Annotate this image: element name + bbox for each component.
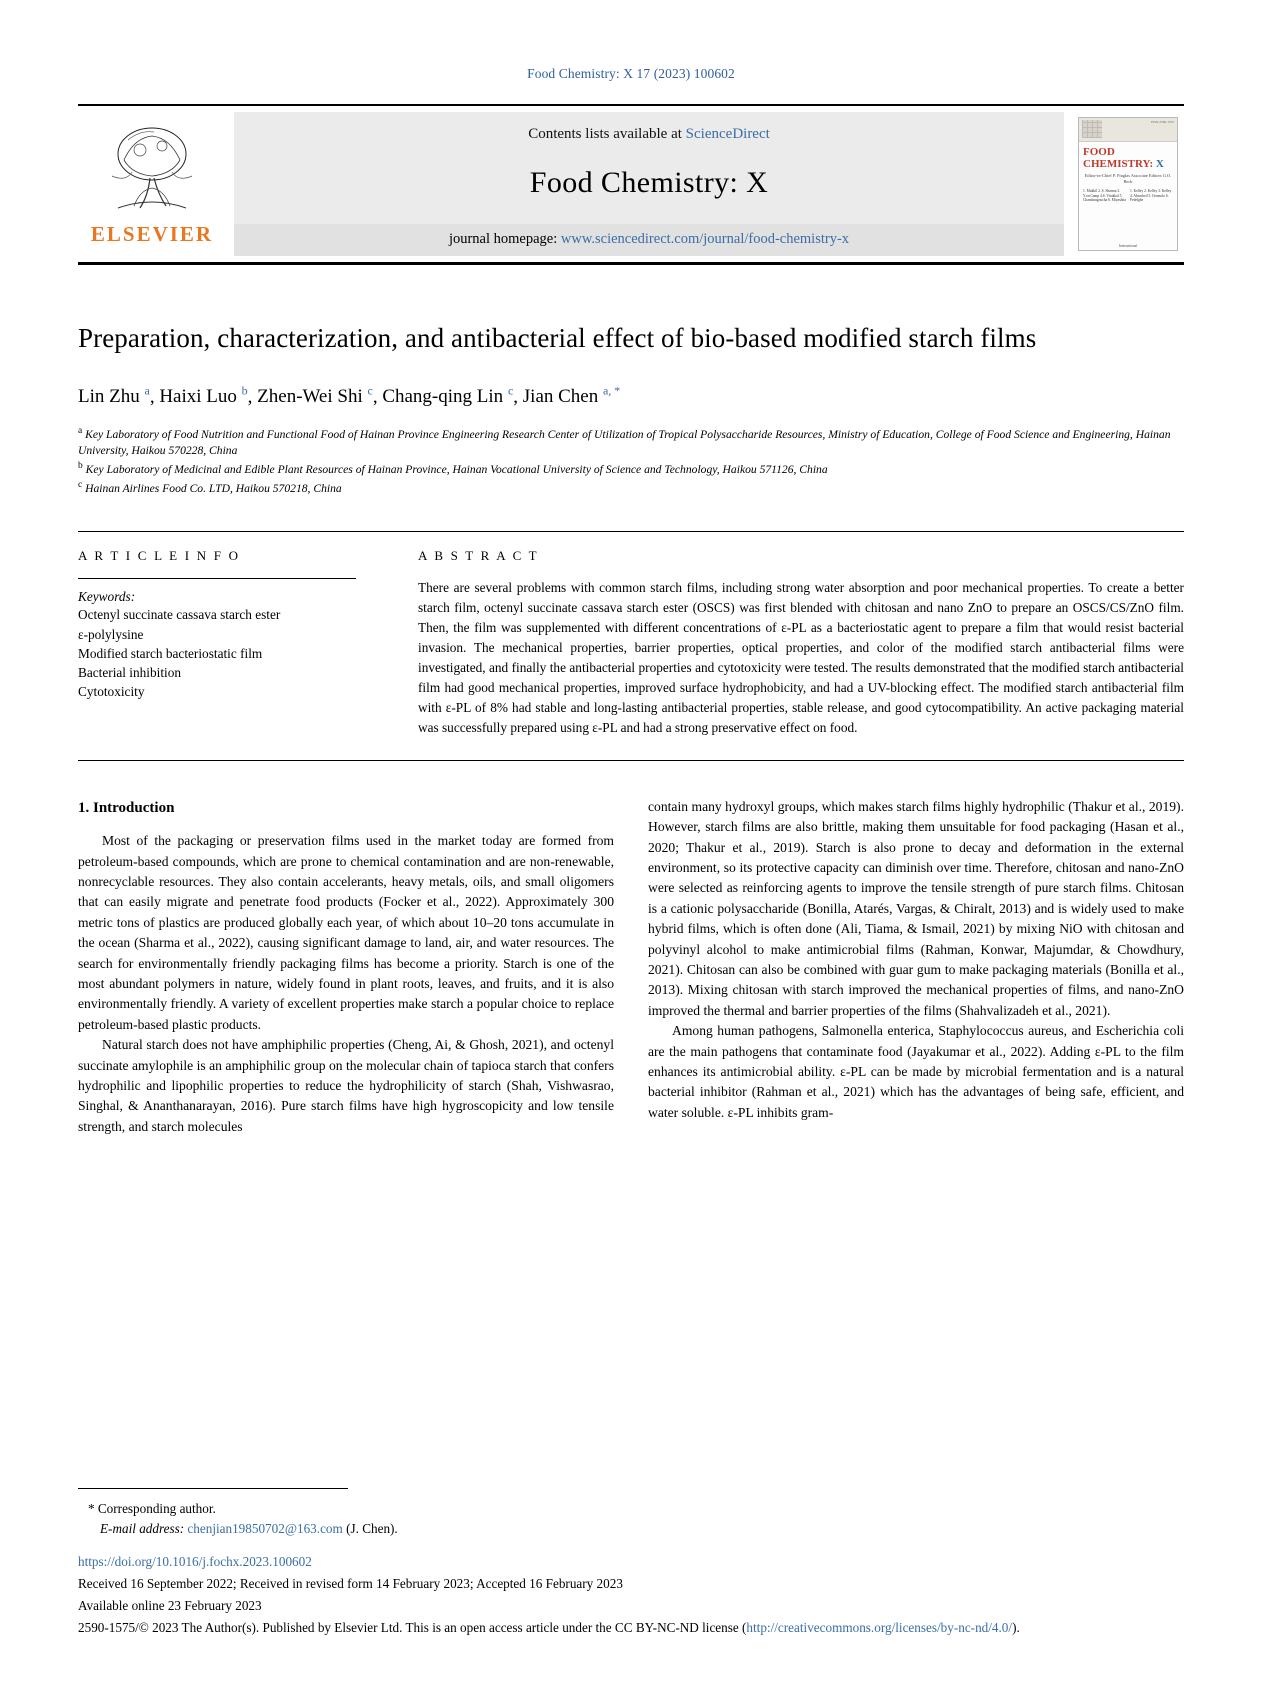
- journal-homepage-link[interactable]: www.sciencedirect.com/journal/food-chemistry-x: [560, 231, 850, 247]
- affiliation-marker: a: [78, 425, 83, 436]
- paragraph: contain many hydroxyl groups, which makes starch films highly hydrophilic (Thakur et al., 2019). However, starch films are also brittle, making them unsuitable for food packaging (Hasan et al., 2020; Thakur et al., 2019). Starch is also prone to decay and deformation in the external environment, so its protective capacity can diminish over time. Therefore, chitosan and nano-ZnO were selected as reinforcing agents to improve the tensile strength of pure starch films. Chitosan is a cationic polysaccharide (Bonilla, Atarés, Vargas, & Chiralt, 2013) and is widely used to make hybrid films, which is often done (Ali, Tiama, & Ismail, 2021) by mixing NiO with chitosan and polyvinyl alcohol to make antimicrobial films (Rahman, Konwar, Majumdar, & Chowdhury, 2021). Chitosan can also be combined with guar gum to make packaging materials (Bonilla et al., 2013). Mixing chitosan with starch improved the mechanical properties of films, and nano-ZnO improved the thermal and barrier properties of the films (Shahvalizadeh et al., 2021).: [648, 798, 1184, 1018]
- author-affiliation-marker: a, *: [602, 383, 621, 398]
- journal-title: Food Chemistry: X: [529, 165, 769, 199]
- body-column-right: [648, 797, 1184, 1137]
- author-affiliation-marker: c: [507, 383, 514, 398]
- article-info-label: A R T I C L E I N F O: [78, 548, 241, 564]
- affiliation-text: Key Laboratory of Food Nutrition and Functional Food of Hainan Province Engineering Research Center of Utilization of Tropical Polysaccharide Resources, Ministry of Education, College of Food Science and Engineering, Hainan University, Haikou 570228, China: [78, 427, 1171, 458]
- article-info: [78, 548, 398, 738]
- cover-subtitle: Editor-in-Chief P. Finglas Associate Editors G.O. Beck: [1084, 173, 1172, 184]
- keyword-item: ε-polylysine: [78, 626, 144, 642]
- cover-footer: International: [1118, 243, 1138, 248]
- affiliation-marker: c: [78, 479, 83, 490]
- author-name: Jian Chen: [522, 385, 599, 407]
- abstract: [398, 548, 1184, 738]
- author-affiliation-marker: a: [144, 383, 150, 398]
- corresponding-author-note: * Corresponding author.: [88, 1500, 216, 1516]
- paragraph: Most of the packaging or preservation films used in the market today are formed from petroleum-based compounds, which are prone to chemical contamination and are non-renewable, nonrecyclable resources. They also contain accelerants, heavy metals, oils, and small oligomers that can easily migrate and penetrate food products (Focker et al., 2022). Approximately 300 metric tons of plastics are produced globally each year, of which about 10–20 tons accumulate in the ocean (Sharma et al., 2022), causing significant damage to land, air, and water resources. The search for environmentally friendly packaging films has become a priority. Starch is one of the most abundant polymers in nature, widely found in plant roots, leaves, and fruits, and it is also environmentally friendly. A variety of excellent properties make starch a popular choice to replace petroleum-based plastic products.: [78, 833, 614, 1032]
- affiliation-item: [78, 460, 1184, 479]
- homepage-prefix: journal homepage:: [448, 231, 561, 247]
- affiliation-marker: b: [78, 461, 83, 471]
- received-dates: Received 16 September 2022; Received in revised form 14 February 2023; Accepted 16 February 2023: [78, 1576, 623, 1592]
- author: [257, 383, 373, 407]
- affiliation-text: Hainan Airlines Food Co. LTD, Haikou 570218, China: [85, 481, 342, 495]
- doi-link[interactable]: https://doi.org/10.1016/j.fochx.2023.100602: [78, 1554, 312, 1570]
- author-name: Chang-qing Lin: [382, 385, 504, 407]
- contents-line: [528, 122, 770, 143]
- author: [382, 383, 514, 407]
- cover-pattern-icon: [1082, 120, 1102, 138]
- author: [78, 383, 150, 407]
- email-suffix: (J. Chen).: [346, 1520, 398, 1536]
- email-line: [100, 1519, 1184, 1539]
- journal-cover-thumbnail: [1072, 106, 1184, 262]
- contents-prefix: Contents lists available at: [528, 126, 686, 142]
- masthead-center: [234, 112, 1064, 256]
- journal-masthead: [78, 104, 1184, 265]
- author-affiliation-marker: c: [367, 383, 373, 398]
- keyword-item: Bacterial inhibition: [78, 665, 182, 681]
- abstract-text: There are several problems with common starch films, including strong water absorption and poor mechanical properties. To create a better starch film, octenyl succinate cassava starch ester (OSCS) was first blended with chitosan and nano ZnO to prepare an OSCS/CS/ZnO film. Then, the film was supplemented with different concentrations of ε-PL as a bacteriostatic agent to prepare a film that would resist bacterial invasion. The mechanical properties, barrier properties, optical properties, and color of the modified starch antibacterial films were investigated, and finally the antibacterial properties and cytotoxicity were tested. The results demonstrated that the modified starch antibacterial film had good mechanical properties, improved surface hydrophobicity, and had a UV-blocking effect. The modified starch antibacterial film with ε-PL of 8% had stable and long-lasting antibacterial properties, stable release, and good cytocompatibility. An active packaging material was successfully prepared using ε-PL and had a strong preservative effect on food.: [418, 580, 1184, 735]
- cover-header: ISSN 2590-1575: [1079, 118, 1177, 142]
- article-body: [78, 797, 1184, 1137]
- license-link[interactable]: http://creativecommons.org/licenses/by-nc-nd/4.0/: [746, 1619, 1013, 1635]
- sciencedirect-link[interactable]: ScienceDirect: [685, 126, 770, 142]
- paragraph: Among human pathogens, Salmonella enterica, Staphylococcus aureus, and Escherichia coli are the main pathogens that contaminate food (Jayakumar et al., 2022). Adding ε-PL to the film enhances its antimicrobial ability. ε-PL can be made by microbial fermentation and is a natural bacterial inhibitor (Rahman et al., 2021) which has the advantages of being safe, efficient, and water soluble. ε-PL inhibits gram-: [648, 1023, 1184, 1120]
- author-affiliation-marker: b: [241, 383, 248, 398]
- footer-divider: [78, 1488, 348, 1489]
- keyword-item: Modified starch bacteriostatic film: [78, 645, 263, 661]
- keywords-heading: Keywords:: [78, 589, 136, 605]
- available-online: Available online 23 February 2023: [78, 1598, 262, 1614]
- page-footer: [78, 1488, 1184, 1637]
- affiliation-list: [78, 425, 1184, 498]
- cover-image: [1078, 117, 1178, 251]
- email-label: E-mail address:: [100, 1520, 185, 1536]
- paragraph: Natural starch does not have amphiphilic properties (Cheng, Ai, & Ghosh, 2021), and octenyl succinate amylophile is an amphiphilic group on the molecular chain of tapioca starch that confers hydrophilic and lipophilic properties to reduce the hydrophilicity of starch (Shah, Vishwasrao, Singhal, & Ananthanarayan, 2016). Pure starch films have high hygroscopicity and low tensile strength, and starch molecules: [78, 1037, 614, 1134]
- author: [522, 383, 621, 407]
- keywords-divider: [78, 578, 356, 579]
- affiliation-item: [78, 425, 1184, 460]
- article-info-abstract: [78, 531, 1184, 761]
- keyword-item: Octenyl succinate cassava starch ester: [78, 607, 281, 623]
- author-list: Lin Zhu $^a$, Haixi Luo $^b$, Zhen-Wei Shi $^c$, Chang-qing Lin $^c$, Jian Chen $^{a, *}$: [78, 383, 621, 407]
- copyright-end: ).: [1012, 1619, 1020, 1635]
- cover-right-names: 1. Kelley 2. Kelley 3. Kelley 4. Abrashvil 5. Oromolo 6. Fedelghe: [1130, 189, 1172, 203]
- section-heading-introduction: 1. Introduction: [78, 799, 175, 816]
- abstract-label: A B S T R A C T: [418, 548, 539, 564]
- keywords-list: [78, 605, 368, 701]
- cover-left-names: 1. Mukhil 2. S. Sharma 3. Y.on Camp 4.S. Virakkal 5. Chandaragoucha 6. Miyashita: [1083, 189, 1127, 203]
- copyright-text: 2590-1575/© 2023 The Author(s). Published by Elsevier Ltd. This is an open access article under the CC BY-NC-ND license (: [78, 1619, 747, 1635]
- title-block: [78, 321, 1184, 497]
- running-head: Food Chemistry: X 17 (2023) 100602: [527, 66, 735, 81]
- body-column-left: [78, 797, 614, 1137]
- author: [159, 383, 248, 407]
- page-title: Preparation, characterization, and antibacterial effect of bio-based modified starch films: [78, 323, 1037, 353]
- elsevier-wordmark: ELSEVIER: [90, 221, 214, 246]
- journal-homepage-line: [234, 224, 1064, 256]
- elsevier-logo: [78, 106, 226, 262]
- cover-title-x: X: [1155, 157, 1164, 170]
- copyright-license: [78, 1618, 1184, 1637]
- cover-title: [1079, 142, 1177, 170]
- affiliation-item: [78, 479, 1184, 498]
- keyword-item: Cytotoxicity: [78, 684, 145, 700]
- cover-title-main: FOOD CHEMISTRY:: [1083, 146, 1154, 170]
- affiliation-text: Key Laboratory of Medicinal and Edible Plant Resources of Hainan Province, Hainan Vocational University of Science and Technology, Haikou 571126, China: [85, 462, 828, 476]
- author-name: Haixi Luo: [159, 385, 237, 407]
- author-email-link[interactable]: chenjian19850702@163.com: [187, 1520, 343, 1536]
- elsevier-tree-icon: [104, 120, 200, 220]
- author-name: Lin Zhu: [78, 385, 140, 407]
- author-name: Zhen-Wei Shi: [257, 385, 363, 407]
